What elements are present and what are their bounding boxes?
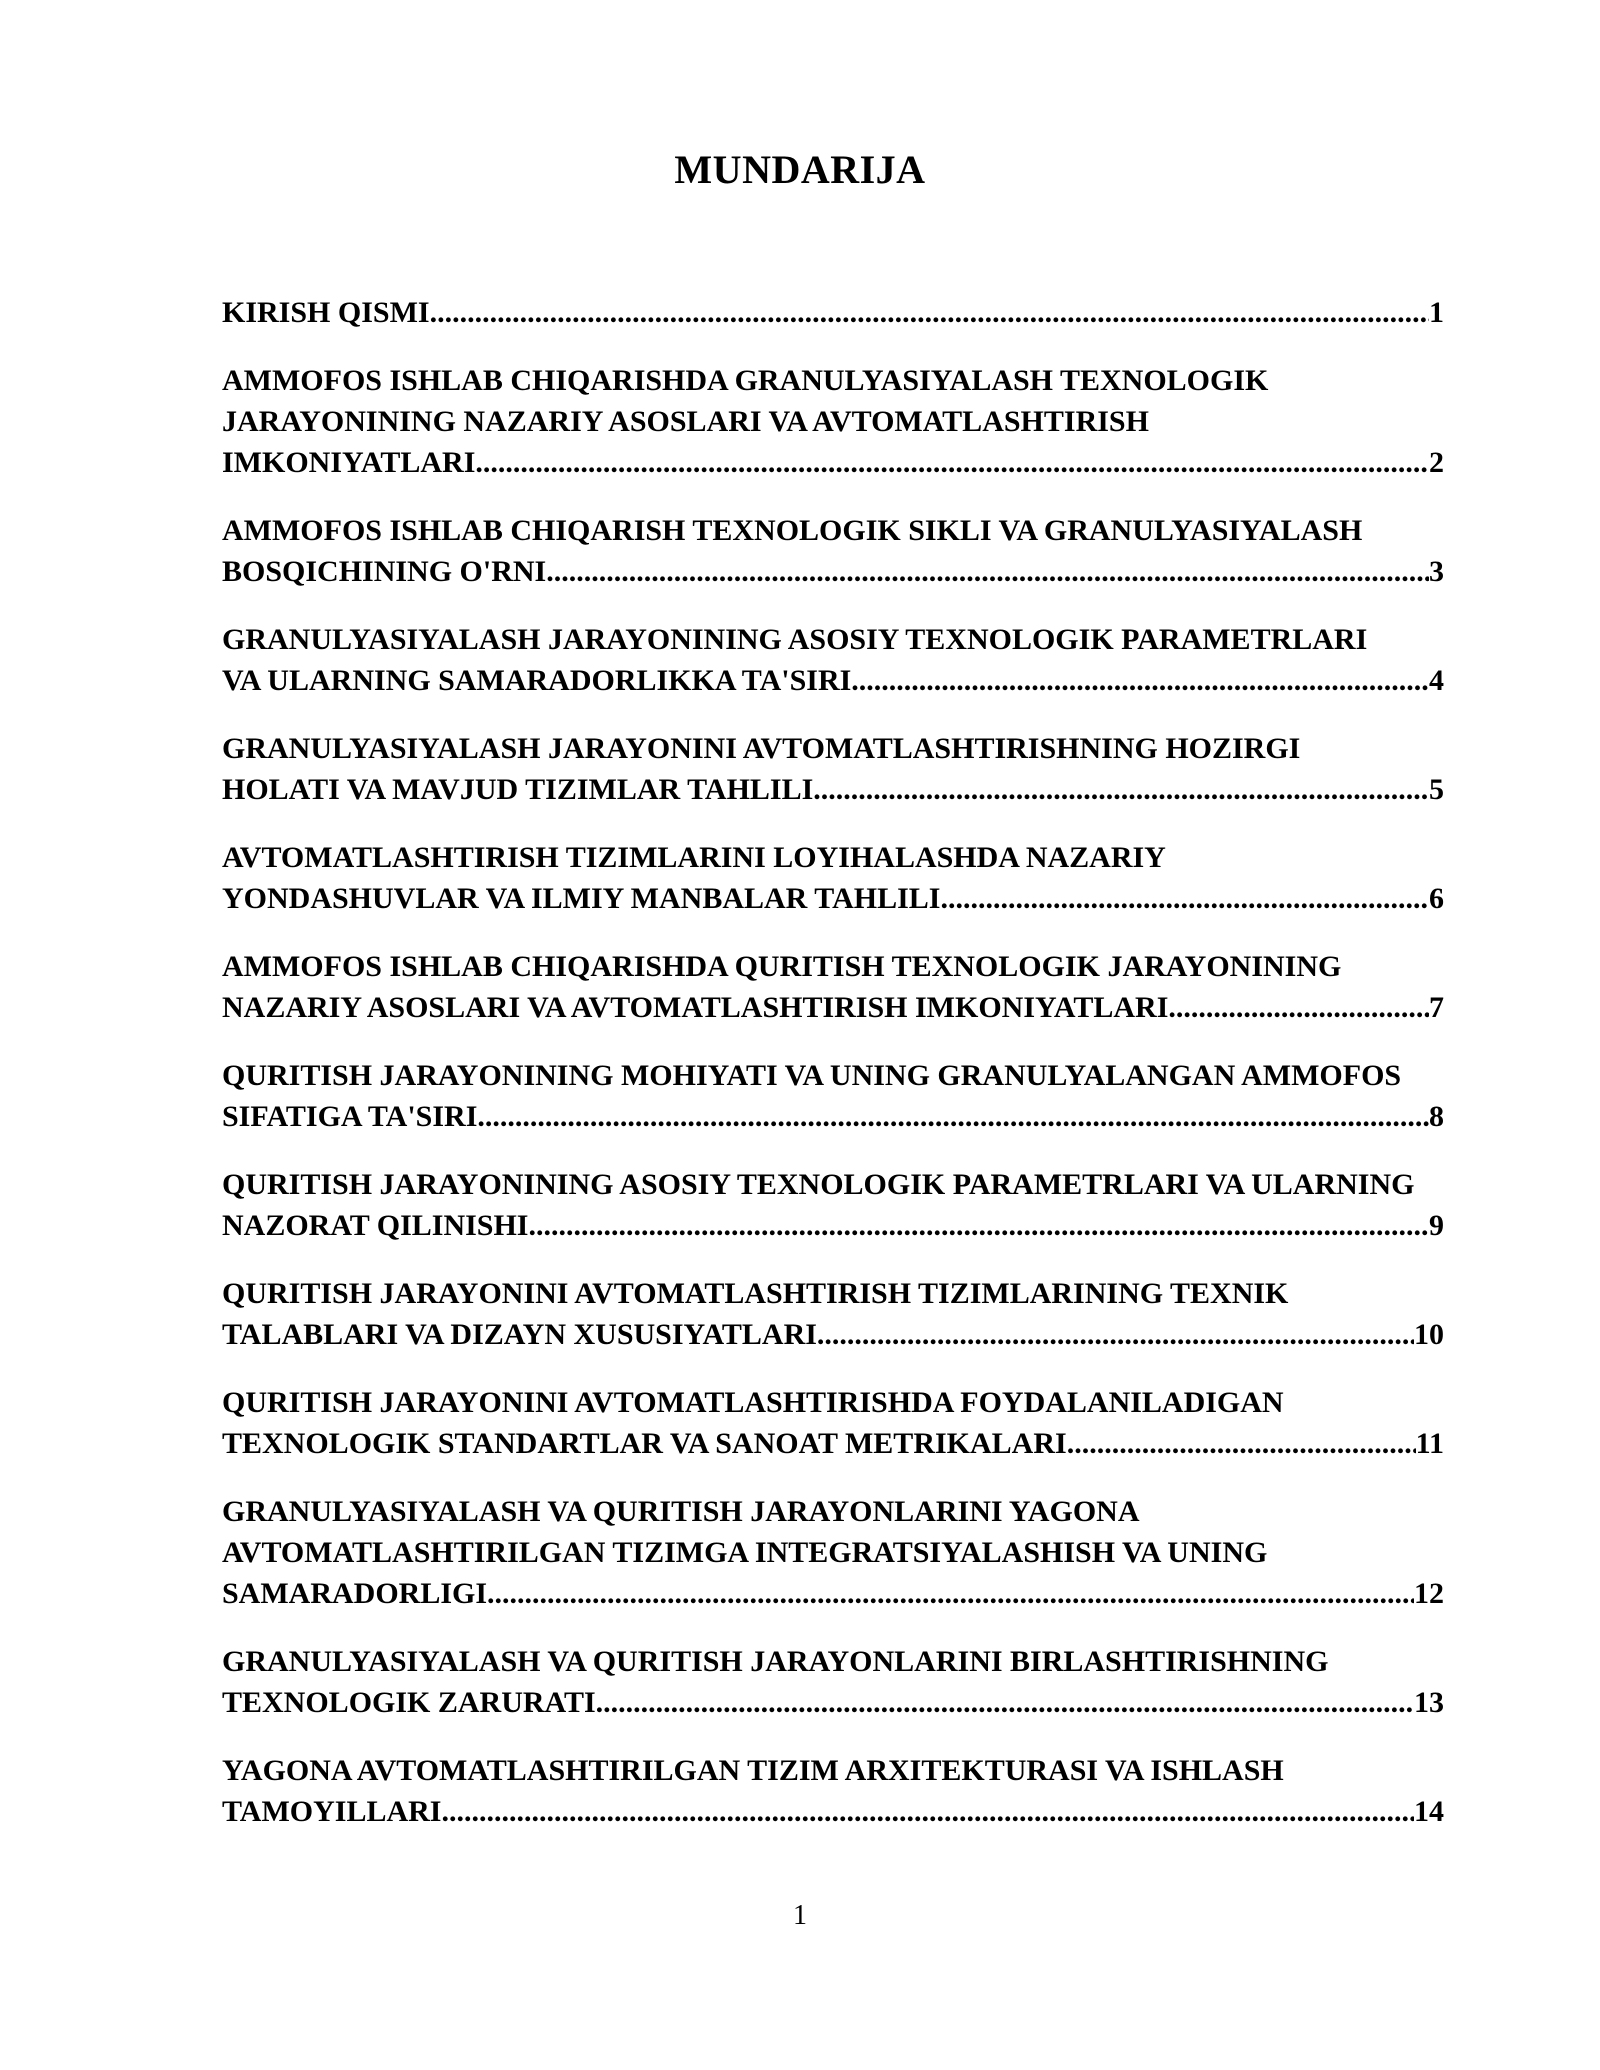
toc-entry-title-line: YONDASHUVLAR VA ILMIY MANBALAR TAHLILI: [222, 882, 941, 915]
dot-leader: [817, 1314, 1414, 1355]
toc-page-number: 7: [1429, 991, 1444, 1024]
toc-page-number: 5: [1429, 773, 1444, 806]
toc-entry-title-line: AMMOFOS ISHLAB CHIQARISHDA GRANULYASIYALASH TEXNOLOGIK: [222, 364, 1269, 397]
toc-entry[interactable]: [222, 360, 1444, 483]
dot-leader: [528, 1205, 1429, 1246]
toc-entry[interactable]: [222, 946, 1444, 1028]
toc-page-number: 3: [1429, 555, 1444, 588]
toc-entry-title-line: NAZARIY ASOSLARI VA AVTOMATLASHTIRISH IMKONIYATLARI: [222, 991, 1169, 1024]
toc-page-number: 14: [1414, 1795, 1444, 1828]
dot-leader: [546, 551, 1429, 592]
dot-leader: [1168, 987, 1429, 1028]
toc-entry-title-line: QURITISH JARAYONINI AVTOMATLASHTIRISH TIZIMLARINING TEXNIK: [222, 1277, 1289, 1310]
toc-page-number: 4: [1429, 664, 1444, 697]
dot-leader: [1067, 1423, 1416, 1464]
dot-leader: [487, 1573, 1414, 1614]
toc-entry-title-line: AMMOFOS ISHLAB CHIQARISHDA QURITISH TEXNOLOGIK JARAYONINING: [222, 950, 1342, 983]
toc-entry[interactable]: [222, 510, 1444, 592]
toc-entry[interactable]: [222, 619, 1444, 701]
toc-entry-title-line: BOSQICHINING O'RNI: [222, 555, 547, 588]
toc-page-number: 12: [1414, 1577, 1444, 1610]
toc-entry-title-line: JARAYONINING NAZARIY ASOSLARI VA AVTOMATLASHTIRISH: [222, 405, 1149, 438]
toc-entry-title-line: SIFATIGA TA'SIRI: [222, 1100, 478, 1133]
page-title: MUNDARIJA: [674, 147, 926, 192]
toc-entry[interactable]: [222, 1164, 1444, 1246]
toc-page-number: 1: [1429, 296, 1444, 329]
toc-entry[interactable]: [222, 1641, 1444, 1723]
toc-entry-title-line: VA ULARNING SAMARADORLIKKA TA'SIRI: [222, 664, 852, 697]
toc-page-number: 6: [1429, 882, 1444, 915]
toc-page-number: 10: [1414, 1318, 1444, 1351]
toc-entry-title-line: TAMOYILLARI: [222, 1795, 442, 1828]
toc-entry-title-line: AVTOMATLASHTIRILGAN TIZIMGA INTEGRATSIYALASHISH VA UNING: [222, 1536, 1268, 1569]
toc-entry-title-line: NAZORAT QILINISHI: [222, 1209, 529, 1242]
toc-entry[interactable]: [222, 1382, 1444, 1464]
dot-leader: [475, 442, 1429, 483]
toc-entry-title-line: KIRISH QISMI: [222, 296, 430, 329]
dot-leader: [596, 1682, 1414, 1723]
toc-entry-title-line: GRANULYASIYALASH VA QURITISH JARAYONLARINI YAGONA: [222, 1495, 1140, 1528]
toc-page-number: 2: [1429, 446, 1444, 479]
toc-entry-title-line: GRANULYASIYALASH JARAYONINI AVTOMATLASHTIRISHNING HOZIRGI: [222, 732, 1301, 765]
toc-entry-title-line: QURITISH JARAYONINING ASOSIY TEXNOLOGIK PARAMETRLARI VA ULARNING: [222, 1168, 1415, 1201]
toc-entry-title-line: AVTOMATLASHTIRISH TIZIMLARINI LOYIHALASHDA NAZARIY: [222, 841, 1166, 874]
toc-entry[interactable]: [222, 292, 1444, 333]
toc-page-number: 13: [1414, 1686, 1444, 1719]
toc-entry-title-line: TEXNOLOGIK ZARURATI: [222, 1686, 596, 1719]
dot-leader: [851, 660, 1429, 701]
page-number: 1: [793, 1900, 807, 1931]
toc-entry-title-line: QURITISH JARAYONINI AVTOMATLASHTIRISHDA FOYDALANILADIGAN: [222, 1386, 1284, 1419]
toc-entry-title-line: IMKONIYATLARI: [222, 446, 476, 479]
toc-entry[interactable]: [222, 1750, 1444, 1832]
toc-entry[interactable]: [222, 1491, 1444, 1614]
toc-entry[interactable]: [222, 728, 1444, 810]
toc-entry-title-line: GRANULYASIYALASH JARAYONINING ASOSIY TEXNOLOGIK PARAMETRLARI: [222, 623, 1368, 656]
toc-page-number: 9: [1429, 1209, 1444, 1242]
toc-entry[interactable]: [222, 1273, 1444, 1355]
toc-entry[interactable]: [222, 1055, 1444, 1137]
dot-leader: [430, 292, 1429, 333]
dot-leader: [813, 769, 1429, 810]
toc-entry[interactable]: [222, 837, 1444, 919]
toc-entry-title-line: TALABLARI VA DIZAYN XUSUSIYATLARI: [222, 1318, 817, 1351]
toc-page-number: 8: [1429, 1100, 1444, 1133]
toc-entry-title-line: HOLATI VA MAVJUD TIZIMLAR TAHLILI: [222, 773, 814, 806]
toc-entry-title-line: YAGONA AVTOMATLASHTIRILGAN TIZIM ARXITEKTURASI VA ISHLASH: [222, 1754, 1284, 1787]
toc-page-number: 11: [1415, 1427, 1444, 1460]
table-of-contents: [222, 292, 1444, 1859]
dot-leader: [477, 1096, 1429, 1137]
toc-entry-title-line: QURITISH JARAYONINING MOHIYATI VA UNING GRANULYALANGAN AMMOFOS: [222, 1059, 1402, 1092]
toc-entry-title-line: AMMOFOS ISHLAB CHIQARISH TEXNOLOGIK SIKLI VA GRANULYASIYALASH: [222, 514, 1363, 547]
toc-entry-title-line: TEXNOLOGIK STANDARTLAR VA SANOAT METRIKALARI: [222, 1427, 1067, 1460]
toc-entry-title-line: SAMARADORLIGI: [222, 1577, 488, 1610]
dot-leader: [441, 1791, 1414, 1832]
toc-entry-title-line: GRANULYASIYALASH VA QURITISH JARAYONLARINI BIRLASHTIRISHNING: [222, 1645, 1329, 1678]
dot-leader: [940, 878, 1429, 919]
